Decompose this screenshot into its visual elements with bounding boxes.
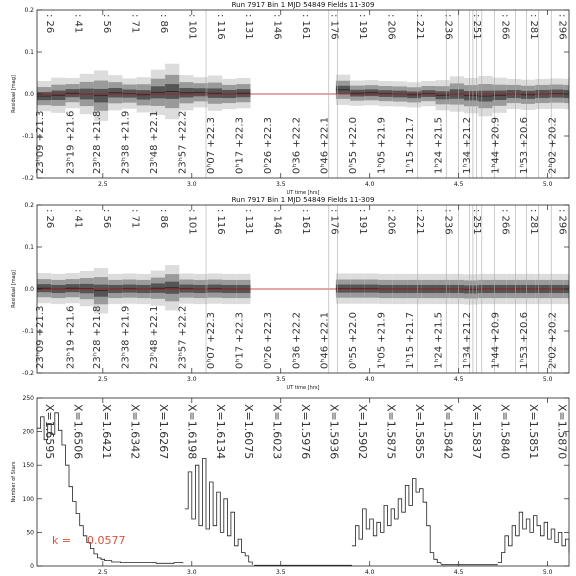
field-label: : 221 xyxy=(414,14,426,40)
x-tick-label: 4.0 xyxy=(364,181,375,188)
y-tick-label: 0.2 xyxy=(24,202,34,209)
coord-label: 1ʰ15 +21.7 xyxy=(405,312,417,369)
x-tick-label: 4.5 xyxy=(453,569,464,576)
coord-label: 0ʰ07 +22.3 xyxy=(205,312,217,369)
field-label: : 206 xyxy=(385,209,397,235)
y-tick-label: -0.2 xyxy=(22,370,34,377)
y-tick-label: 0.2 xyxy=(24,7,34,14)
field-label: : 116 xyxy=(214,14,226,40)
field-label: : 161 xyxy=(300,14,312,40)
coord-label: 23ʰ57 +22.2 xyxy=(177,305,189,369)
x-tick-label: 5.0 xyxy=(542,181,553,188)
field-label: : 131 xyxy=(243,209,255,235)
x-tick-label: 4.5 xyxy=(453,181,464,188)
y-axis-label: Number of Stars xyxy=(11,461,17,503)
field-label: : 101 xyxy=(186,14,198,40)
x-tick-label: 5.0 xyxy=(542,569,553,576)
field-label: : 191 xyxy=(357,14,369,40)
coord-label: 1ʰ44 +20.9 xyxy=(490,117,502,174)
y-tick-label: 50 xyxy=(26,529,34,537)
field-label: : 251 xyxy=(470,14,482,40)
star-count-series xyxy=(185,459,253,565)
field-label: : 161 xyxy=(300,209,312,235)
y-tick-label: 100 xyxy=(22,495,34,503)
coord-label: 23ʰ38 +21.9 xyxy=(120,305,132,369)
field-label: : 41 xyxy=(72,209,84,229)
coord-label: 0ʰ26 +22.3 xyxy=(262,117,274,174)
airmass-label: X=1.6342 xyxy=(128,404,142,460)
field-label: : 71 xyxy=(129,14,141,34)
coord-label: 1ʰ05 +21.9 xyxy=(376,312,388,369)
x-tick-label: 4.0 xyxy=(364,376,375,383)
field-label: : 176 xyxy=(328,209,340,235)
x-tick-label: 3.5 xyxy=(275,569,286,576)
k-label: k = xyxy=(52,534,72,547)
coord-label: 2ʰ02 +20.2 xyxy=(547,312,559,369)
airmass-label: X=1.5976 xyxy=(299,404,313,460)
airmass-label: X=1.5875 xyxy=(384,404,398,460)
field-label: : 26 xyxy=(43,14,55,34)
field-label: : 131 xyxy=(243,14,255,40)
field-label: : 101 xyxy=(186,209,198,235)
field-label: : 266 xyxy=(499,209,511,235)
x-tick-label: 3.0 xyxy=(187,181,197,188)
y-tick-label: -0.2 xyxy=(22,175,34,182)
y-tick-label: 0.0 xyxy=(24,286,34,293)
coord-label: 0ʰ07 +22.3 xyxy=(205,117,217,174)
field-label: : 56 xyxy=(100,14,112,34)
field-label: : 41 xyxy=(72,14,84,34)
panel-1 xyxy=(11,1,569,196)
coord-label: 23ʰ28 +21.8 xyxy=(91,305,103,369)
coord-label: 23ʰ09 +21.3 xyxy=(35,305,47,369)
y-tick-label: 0 xyxy=(30,563,34,570)
star-count-series xyxy=(352,479,441,564)
airmass-label: X=1.5840 xyxy=(498,404,512,460)
coord-label: 0ʰ17 +22.3 xyxy=(234,312,246,369)
coord-label: 1ʰ53 +20.6 xyxy=(519,312,531,369)
coord-label: 0ʰ36 +22.2 xyxy=(291,117,303,174)
field-label: : 116 xyxy=(214,209,226,235)
y-tick-label: -0.1 xyxy=(22,328,34,335)
field-label: : 56 xyxy=(100,209,112,229)
field-label: : 86 xyxy=(157,209,169,229)
coord-label: 23ʰ19 +21.6 xyxy=(65,305,77,369)
coord-label: 0ʰ46 +22.1 xyxy=(319,312,331,369)
airmass-label: X=1.6023 xyxy=(270,404,284,460)
field-label: : 191 xyxy=(357,209,369,235)
y-tick-label: 150 xyxy=(22,462,34,470)
field-label: : 206 xyxy=(385,14,397,40)
coord-label: 23ʰ48 +22.1 xyxy=(148,110,160,174)
y-tick-label: 200 xyxy=(22,428,34,436)
coord-label: 0ʰ46 +22.1 xyxy=(319,117,331,174)
coord-label: 1ʰ24 +21.5 xyxy=(433,117,445,174)
coord-label: 1ʰ15 +21.7 xyxy=(405,117,417,174)
airmass-label: X=1.6134 xyxy=(213,404,227,460)
coord-label: 1ʰ44 +20.9 xyxy=(490,312,502,369)
field-label: : 296 xyxy=(556,209,568,235)
coord-label: 1ʰ05 +21.9 xyxy=(376,117,388,174)
airmass-label: X=1.6198 xyxy=(185,404,199,460)
panel-2 xyxy=(11,196,569,391)
coord-label: 1ʰ34 +21.2 xyxy=(462,117,474,174)
x-tick-label: 3.5 xyxy=(275,181,286,188)
y-tick-label: 0.1 xyxy=(24,49,34,56)
field-label: : 71 xyxy=(129,209,141,229)
airmass-label: X=1.5855 xyxy=(413,404,427,460)
y-axis-label: Residual [mag] xyxy=(11,270,17,308)
coord-label: 1ʰ34 +21.2 xyxy=(462,312,474,369)
y-tick-label: -0.1 xyxy=(22,133,34,140)
coord-label: 0ʰ55 +22.0 xyxy=(348,117,360,174)
coord-label: 23ʰ19 +21.6 xyxy=(65,110,77,174)
coord-label: 23ʰ38 +21.9 xyxy=(120,110,132,174)
airmass-label: X=1.6506 xyxy=(71,404,85,460)
field-label: : 146 xyxy=(271,14,283,40)
airmass-label: X=1.5936 xyxy=(327,404,341,460)
field-label: : 236 xyxy=(442,209,454,235)
panel-title: Run 7917 Bin 1 MJD 54849 Fields 11-309 xyxy=(231,1,375,9)
coord-label: 23ʰ48 +22.1 xyxy=(148,305,160,369)
airmass-label: X=1.6267 xyxy=(156,404,170,460)
coord-label: 2ʰ02 +20.2 xyxy=(547,117,559,174)
field-label: : 176 xyxy=(328,14,340,40)
airmass-label: X=1.6595 xyxy=(42,404,56,460)
airmass-label: X=1.5870 xyxy=(555,404,569,460)
y-tick-label: 0.0 xyxy=(24,91,34,98)
field-label: : 86 xyxy=(157,14,169,34)
y-tick-label: 0.1 xyxy=(24,244,34,251)
k-value: 0.0577 xyxy=(87,534,126,547)
coord-label: 0ʰ55 +22.0 xyxy=(348,312,360,369)
airmass-label: X=1.6421 xyxy=(99,404,113,460)
airmass-label: X=1.5851 xyxy=(526,404,540,460)
coord-label: 1ʰ53 +20.6 xyxy=(519,117,531,174)
star-count-series xyxy=(498,512,569,562)
field-label: : 251 xyxy=(470,209,482,235)
x-axis-label: UT time [hrs] xyxy=(286,190,320,196)
field-label: : 266 xyxy=(499,14,511,40)
airmass-label: X=1.5902 xyxy=(356,404,370,460)
airmass-label: X=1.5842 xyxy=(441,404,455,460)
field-label: : 146 xyxy=(271,209,283,235)
coord-label: 1ʰ24 +21.5 xyxy=(433,312,445,369)
field-label: : 236 xyxy=(442,14,454,40)
y-axis-label: Residual [mag] xyxy=(11,75,17,113)
field-label: : 281 xyxy=(527,14,539,40)
x-tick-label: 3.0 xyxy=(187,569,197,576)
x-tick-label: 3.5 xyxy=(275,376,286,383)
coord-label: 23ʰ09 +21.3 xyxy=(35,110,47,174)
field-label: : 26 xyxy=(43,209,55,229)
coord-label: 0ʰ26 +22.3 xyxy=(262,312,274,369)
x-tick-label: 2.5 xyxy=(98,569,108,576)
panel-3 xyxy=(11,395,569,576)
field-label: : 281 xyxy=(527,209,539,235)
coord-label: 23ʰ28 +21.8 xyxy=(91,110,103,174)
field-label: : 221 xyxy=(414,209,426,235)
airmass-label: X=1.6075 xyxy=(242,404,256,460)
x-tick-label: 5.0 xyxy=(542,376,553,383)
airmass-label: X=1.5837 xyxy=(469,404,483,460)
coord-label: 23ʰ57 +22.2 xyxy=(177,110,189,174)
field-label: : 296 xyxy=(556,14,568,40)
x-axis-label: UT time [hrs] xyxy=(286,385,320,391)
coord-label: 0ʰ17 +22.3 xyxy=(234,117,246,174)
y-tick-label: 250 xyxy=(22,395,34,402)
panel-title: Run 7917 Bin 1 MJD 54849 Fields 11-309 xyxy=(231,196,375,204)
coord-label: 0ʰ36 +22.2 xyxy=(291,312,303,369)
x-tick-label: 3.0 xyxy=(187,376,197,383)
x-tick-label: 4.0 xyxy=(364,569,375,576)
x-tick-label: 4.5 xyxy=(453,376,464,383)
x-tick-label: 2.5 xyxy=(98,181,108,188)
x-tick-label: 2.5 xyxy=(98,376,108,383)
